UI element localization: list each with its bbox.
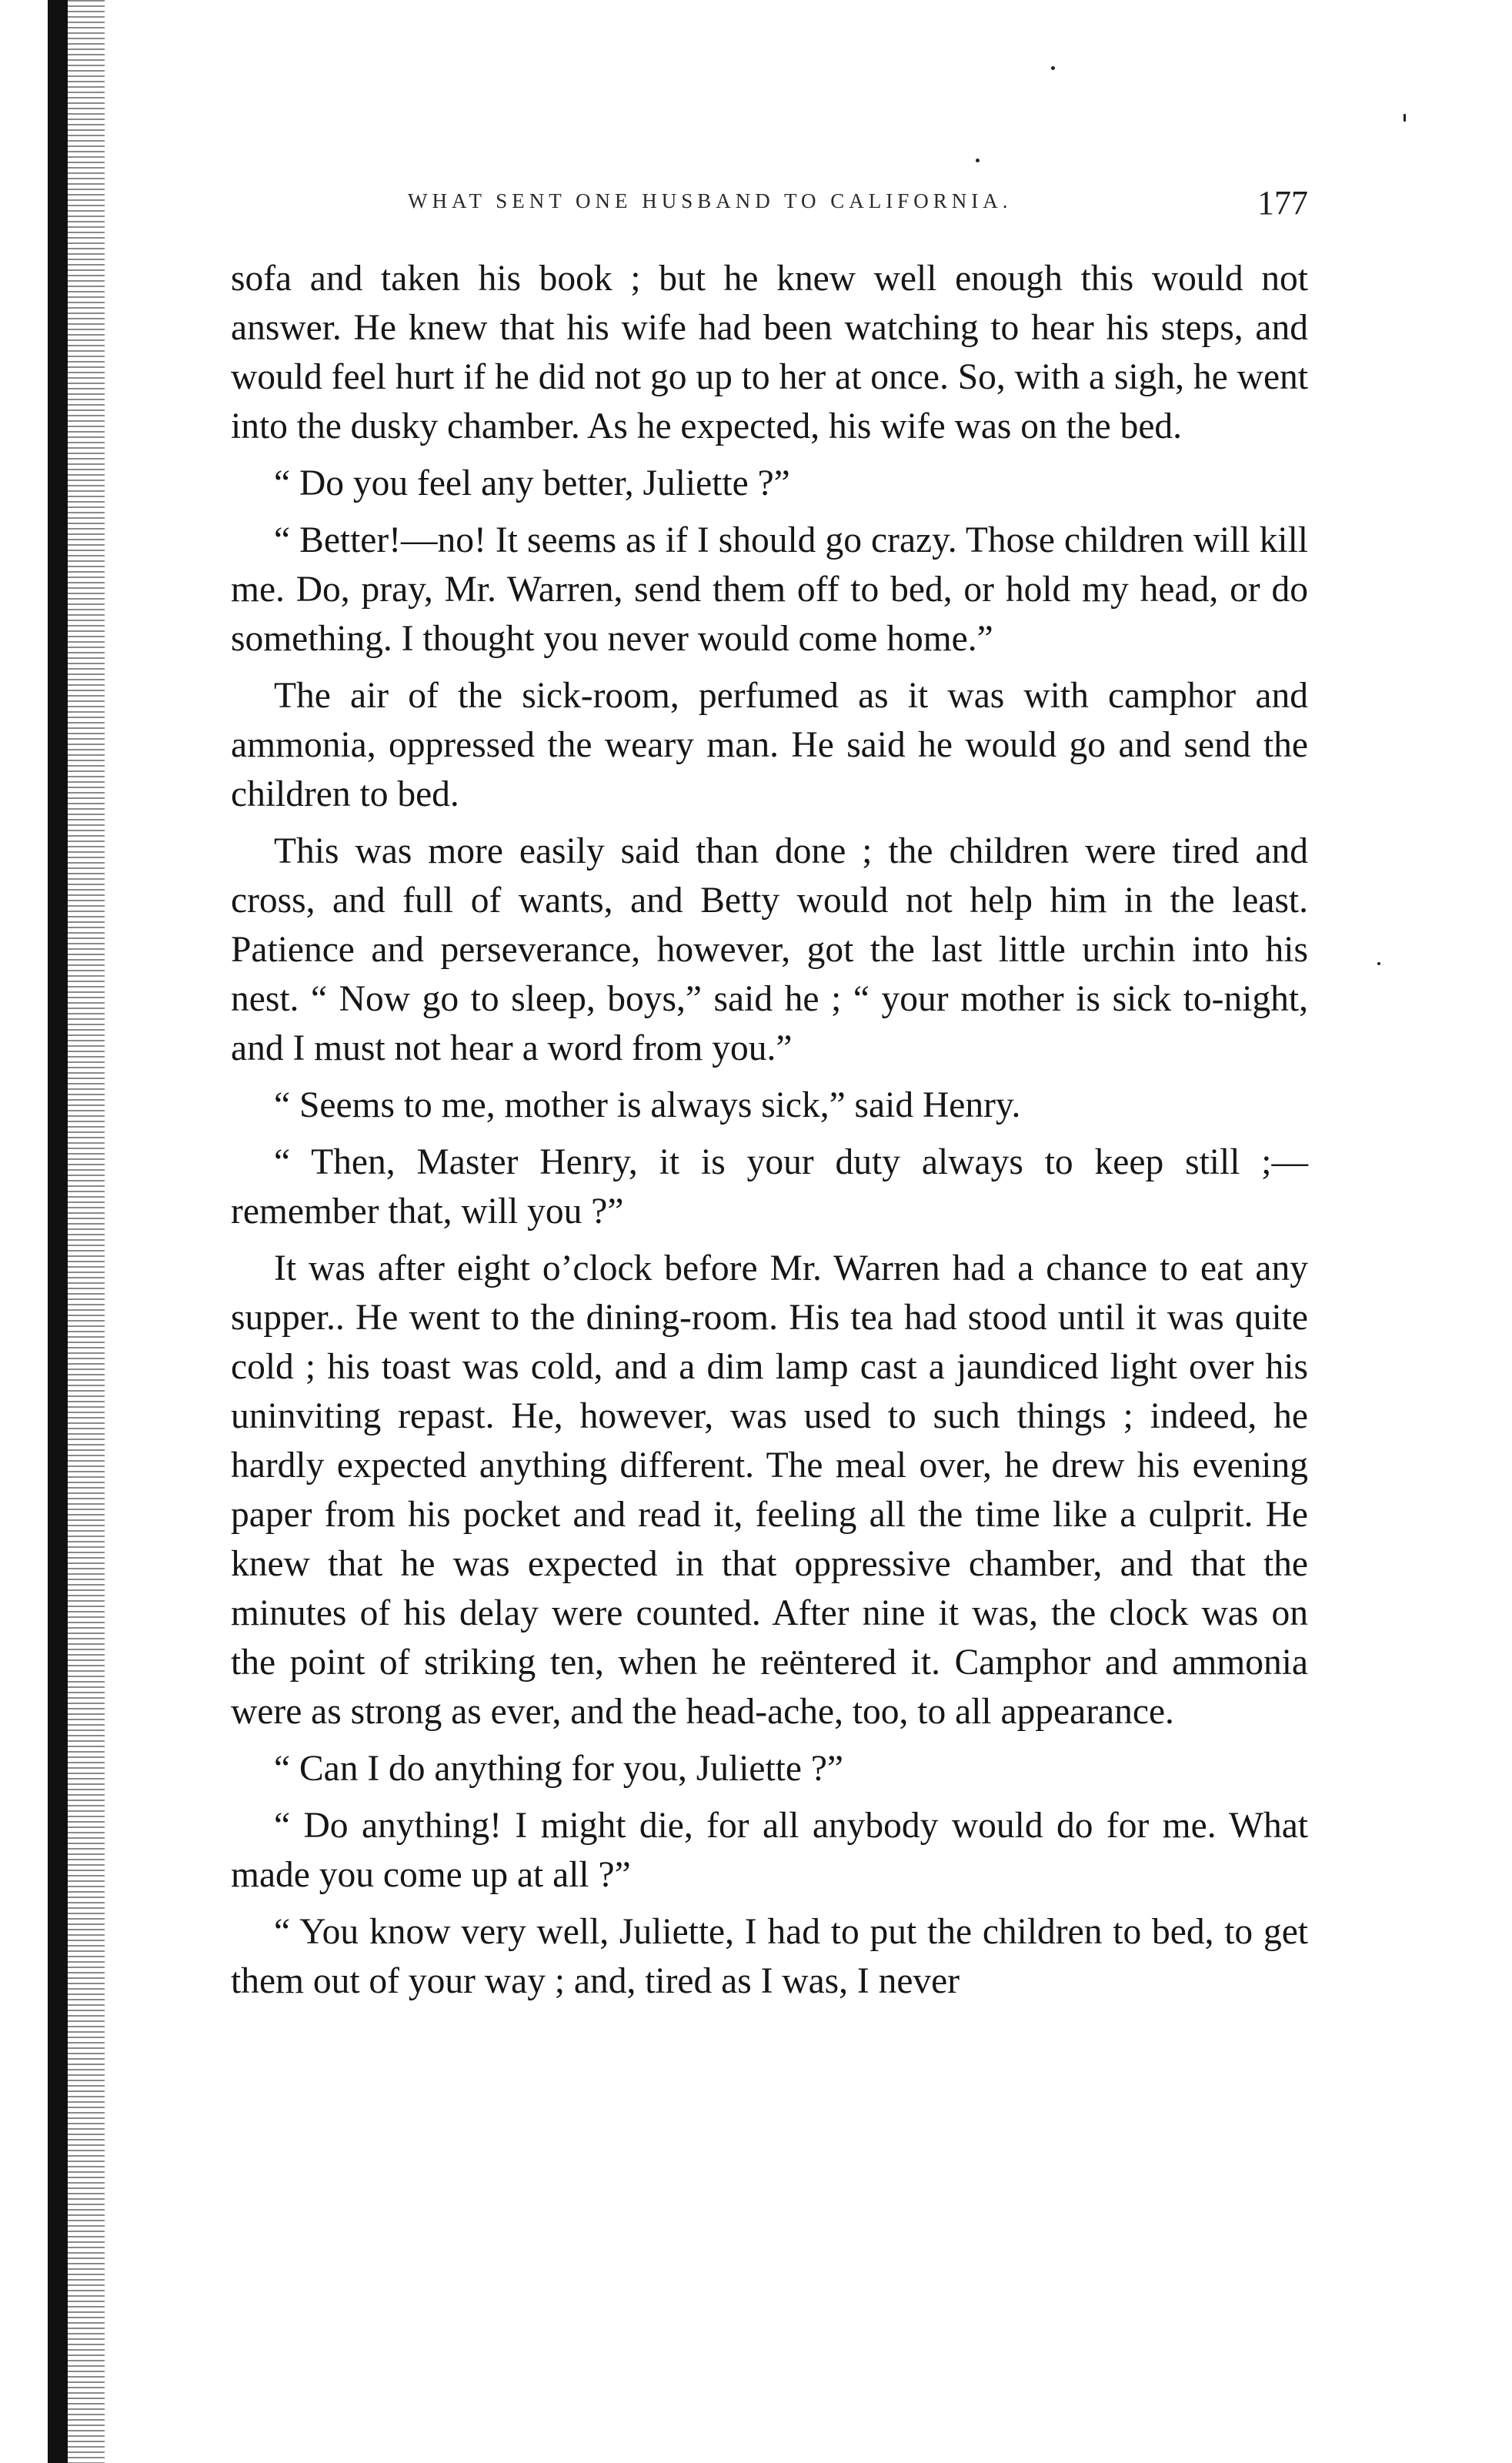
body-text [231, 254, 1308, 2006]
paragraph: “ Then, Master Henry, it is your duty always to keep still ;— remember that, will you ?” [231, 1142, 1308, 1232]
ink-speck [976, 159, 980, 162]
paragraph: “ Do anything! I might die, for all anybody would do for me. What made you come up at all ?” [231, 1806, 1308, 1895]
page-edge-texture [68, 0, 105, 2463]
page-number: 177 [1257, 184, 1308, 222]
ink-speck [1377, 962, 1380, 965]
paragraph: “ Can I do anything for you, Juliette ?” [274, 1749, 844, 1789]
paragraph: The air of the sick-room, perfumed as it was with camphor and ammonia, oppressed the weary man. He said he would go and send the children to bed. [231, 676, 1308, 814]
paragraph: It was after eight o’clock before Mr. Warren had a chance to eat any supper.. He went to the dining-room. His tea had stood until it was quite cold ; his toast was cold, and a dim lamp cast a jaundiced light over his uninviting repast. He, however, was used to such things ; indeed, he hardly expected anything different. The meal over, he drew his evening paper from his pocket and read it, feeling all the time like a culprit. He knew that he was expected in that oppressive chamber, and that the minutes of his delay were counted. After nine it was, the clock was on the point of striking ten, when he reëntered it. Camphor and ammonia were as strong as ever, and the head-ache, too, to all appearance. [231, 1248, 1308, 1732]
paragraph: “ You know very well, Juliette, I had to put the children to bed, to get them out of your way ; and, tired as I was, I never [231, 1912, 1308, 2001]
paragraph: This was more easily said than done ; the children were tired and cross, and full of wants, and Betty would not help him in the least. Patience and perseverance, however, got the last little urchin into his nest. “ Now go to sleep, boys,” said he ; “ your mother is sick to-night, and I must not hear a word from you.” [231, 831, 1308, 1068]
ink-speck [1051, 66, 1055, 70]
ink-speck [1404, 114, 1406, 122]
page-header [231, 183, 1308, 229]
running-head: WHAT SENT ONE HUSBAND TO CALIFORNIA. [408, 189, 1013, 212]
paragraph: “ Do you feel any better, Juliette ?” [274, 463, 790, 503]
paragraph: “ Better!—no! It seems as if I should go crazy. Those children will kill me. Do, pray, Mr. Warren, send them off to bed, or hold my head, or do something. I thought you never would come home.” [231, 520, 1308, 659]
book-spine-shadow [48, 0, 68, 2463]
paragraph: “ Seems to me, mother is always sick,” said Henry. [274, 1085, 1021, 1125]
paragraph: sofa and taken his book ; but he knew well enough this would not answer. He knew that his wife had been watching to hear his steps, and would feel hurt if he did not go up to her at once. So, with a sigh, he went into the dusky chamber. As he expected, his wife was on the bed. [231, 259, 1308, 446]
